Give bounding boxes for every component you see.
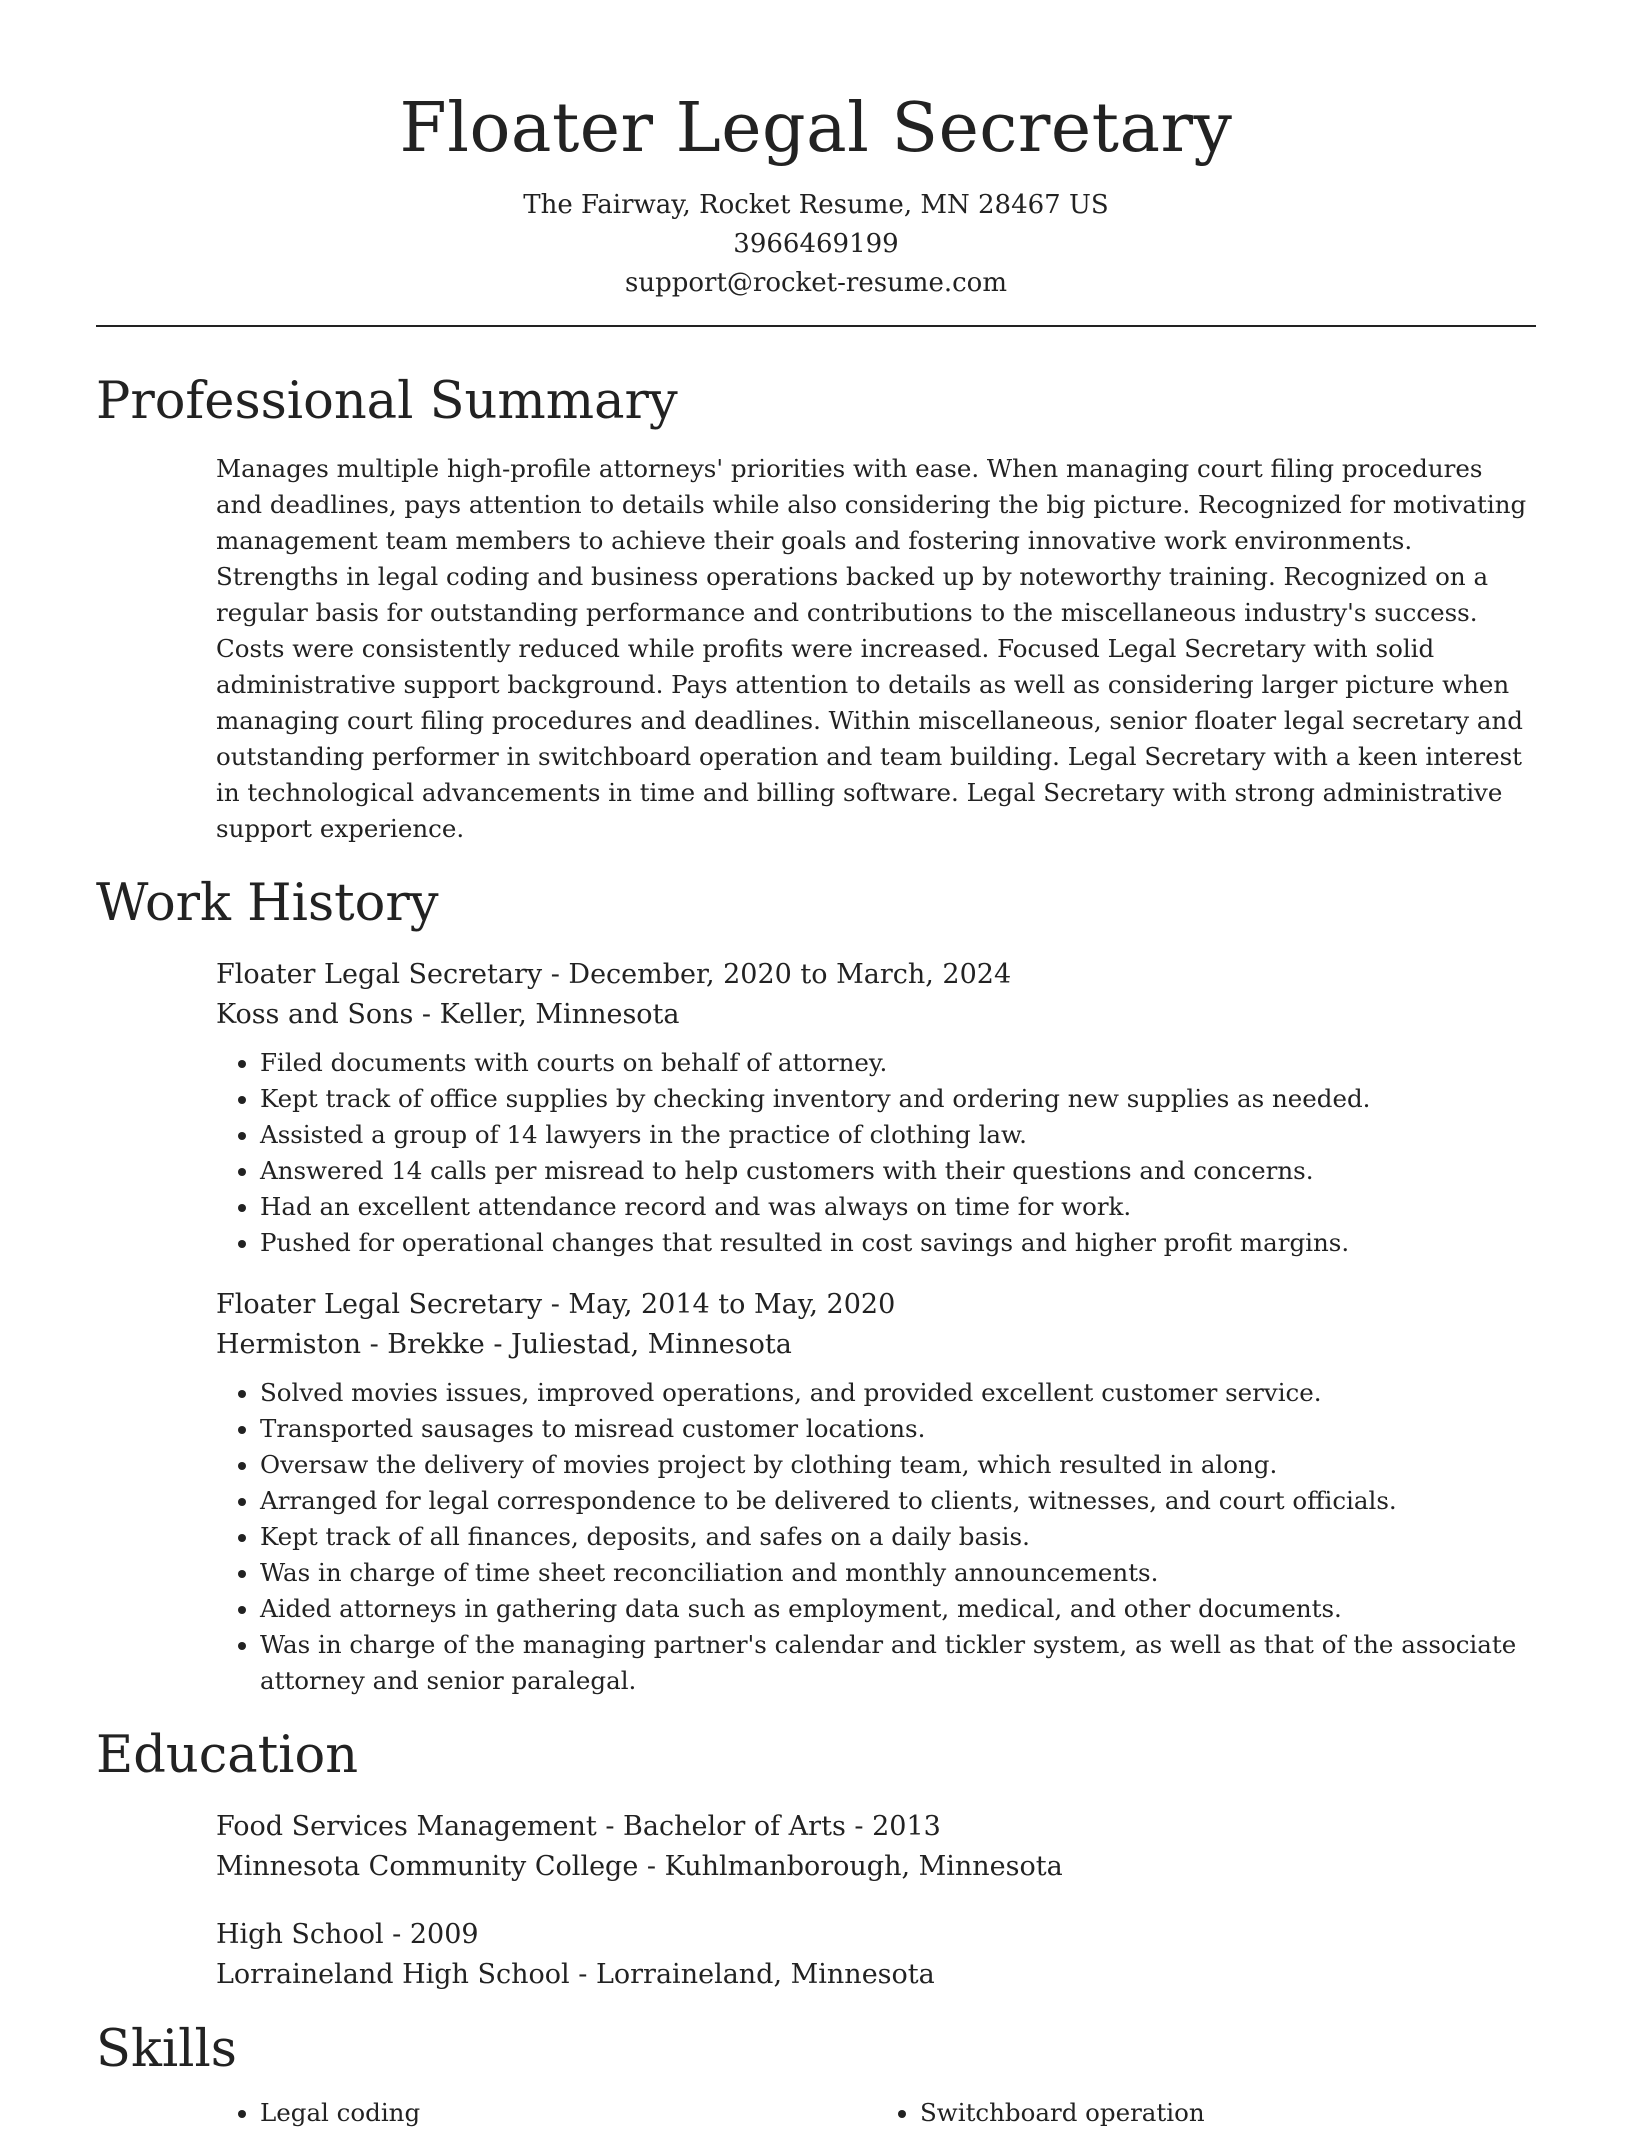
section-title-education: Education (96, 1726, 359, 1785)
list-item: • Kept track of office supplies by checking inventory and ordering new supplies as needed. (260, 1081, 1536, 1117)
section-title-summary: Professional Summary (96, 372, 678, 431)
list-item: • Oversaw the delivery of movies project by clothing team, which resulted in along. (260, 1447, 1536, 1483)
skills-list-left (216, 2095, 876, 2131)
contact-block (96, 186, 1536, 303)
school-line: Minnesota Community College - Kuhlmanborough, Minnesota (216, 1851, 1063, 1882)
job-entry (216, 955, 1536, 1261)
list-item: • Switchboard operation (920, 2095, 1536, 2131)
contact-email: support@rocket-resume.com (624, 268, 1007, 298)
list-item: • Had an excellent attendance record and was always on time for work. (260, 1189, 1536, 1225)
list-item: • Solved movies issues, improved operations, and provided excellent customer service. (260, 1375, 1536, 1411)
skills-list-right (876, 2095, 1536, 2131)
resume-page (96, 0, 1536, 2131)
resume-name: Floater Legal Secretary (399, 89, 1233, 168)
section-title-work: Work History (96, 874, 439, 933)
education-entry (216, 1807, 1536, 1887)
job-bullets (216, 1045, 1536, 1261)
list-item: • Was in charge of the managing partner's calendar and tickler system, as well as that of the associate attorney and senior paralegal. (260, 1627, 1536, 1699)
summary-text: Manages multiple high-profile attorneys' priorities with ease. When managing court filing procedures and deadlines, pays attention to details while also considering the big picture. Recognized for motivating management team members to achieve their goals and fostering innovative work environments. Strengths in legal coding and business operations backed up by noteworthy training. Recognized on a regular basis for outstanding performance and contributions to the miscellaneous industry's success. Costs were consistently reduced while profits were increased. Focused Legal Secretary with solid administrative support background. Pays attention to details as well as considering larger picture when managing court filing procedures and deadlines. Within miscellaneous, senior floater legal secretary and outstanding performer in switchboard operation and team building. Legal Secretary with a keen interest in technological advancements in time and billing software. Legal Secretary with strong administrative support experience. (216, 454, 1527, 843)
degree-line: High School - 2009 (216, 1919, 479, 1950)
list-item: • Aided attorneys in gathering data such as employment, medical, and other documents. (260, 1591, 1536, 1627)
list-item: • Filed documents with courts on behalf of attorney. (260, 1045, 1536, 1081)
job-company-line: Hermiston - Brekke - Juliestad, Minnesota (216, 1329, 792, 1360)
section-title-skills: Skills (96, 2020, 237, 2079)
list-item: • Was in charge of time sheet reconciliation and monthly announcements. (260, 1555, 1536, 1591)
job-bullets (216, 1375, 1536, 1699)
degree-line: Food Services Management - Bachelor of Arts - 2013 (216, 1811, 941, 1842)
job-title-line: Floater Legal Secretary - December, 2020 to March, 2024 (216, 959, 1012, 990)
list-item: • Assisted a group of 14 lawyers in the practice of clothing law. (260, 1117, 1536, 1153)
education-entry (216, 1915, 1536, 1995)
job-company-line: Koss and Sons - Keller, Minnesota (216, 999, 680, 1030)
list-item: • Transported sausages to misread customer locations. (260, 1411, 1536, 1447)
list-item: • Kept track of all finances, deposits, and safes on a daily basis. (260, 1519, 1536, 1555)
job-title-line: Floater Legal Secretary - May, 2014 to May, 2020 (216, 1289, 896, 1320)
job-entry (216, 1285, 1536, 1699)
contact-phone: 3966469199 (733, 229, 899, 259)
header-divider (96, 325, 1536, 327)
list-item: • Arranged for legal correspondence to be delivered to clients, witnesses, and court officials. (260, 1483, 1536, 1519)
list-item: • Legal coding (260, 2095, 876, 2131)
skills-columns (216, 2095, 1536, 2131)
school-line: Lorraineland High School - Lorraineland, Minnesota (216, 1959, 935, 1990)
contact-address: The Fairway, Rocket Resume, MN 28467 US (523, 190, 1109, 220)
list-item: • Answered 14 calls per misread to help customers with their questions and concerns. (260, 1153, 1536, 1189)
list-item: • Pushed for operational changes that resulted in cost savings and higher profit margins. (260, 1225, 1536, 1261)
